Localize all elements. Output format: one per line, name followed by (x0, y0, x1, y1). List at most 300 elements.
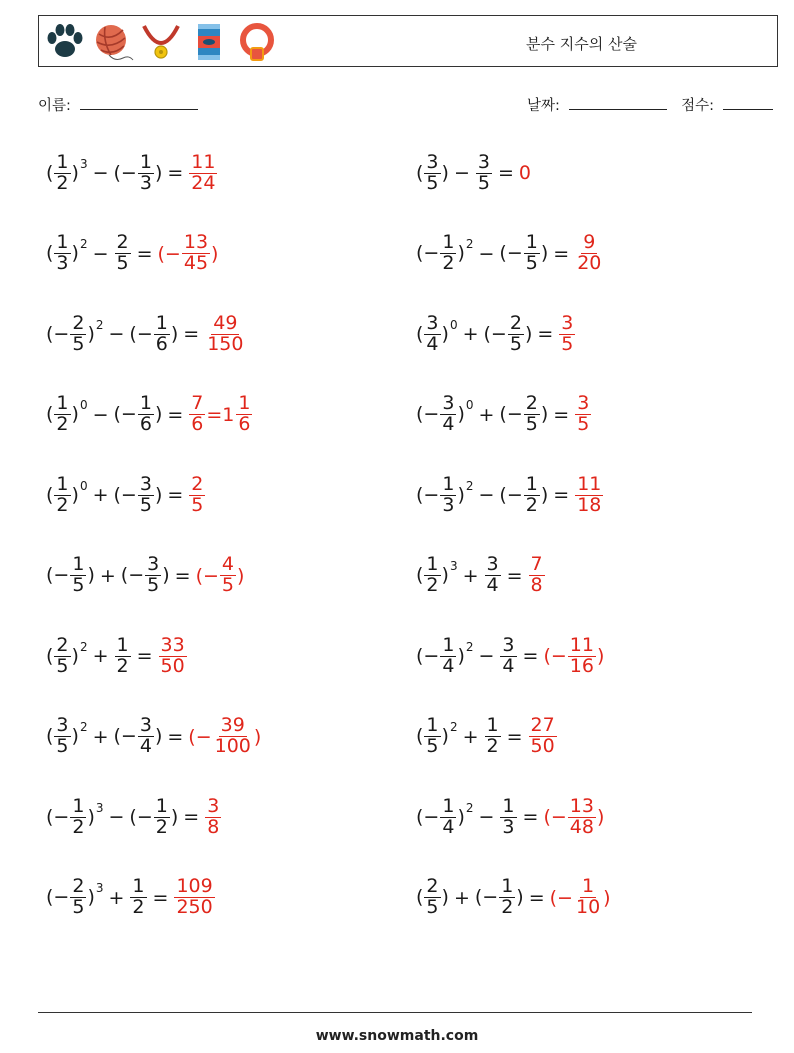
open-paren: ( (46, 725, 54, 747)
exponent: 2 (465, 478, 474, 493)
numerator: 1 (501, 875, 514, 898)
exponent: 3 (79, 156, 88, 171)
fraction (54, 633, 70, 677)
parenthesized-fraction (129, 311, 179, 355)
open-paren: (− (416, 483, 440, 506)
numerator: 1 (132, 875, 145, 898)
denominator: 50 (160, 654, 185, 677)
numerator: 13 (183, 231, 209, 254)
close-paren: ) (170, 805, 179, 828)
denominator: 5 (147, 574, 160, 596)
open-paren: (− (113, 725, 137, 747)
exponent: 2 (465, 237, 474, 251)
text-token: (− (543, 645, 567, 667)
numerator: 1 (56, 231, 69, 254)
equals-sign: = (506, 725, 523, 748)
close-paren: ) (441, 564, 449, 586)
exponent: 2 (79, 720, 88, 734)
equals-sign: = (174, 564, 191, 587)
parenthesized-fraction (113, 472, 163, 516)
numerator: 3 (502, 633, 515, 656)
header-icons (43, 20, 279, 64)
problem-row (416, 143, 531, 203)
fraction (154, 311, 170, 355)
parenthesized-fraction (416, 472, 474, 516)
fraction (524, 233, 540, 274)
text-token: (− (157, 242, 181, 265)
fraction (575, 233, 603, 274)
problem-row (416, 224, 604, 284)
numerator: 3 (486, 553, 499, 576)
problem-row (416, 707, 558, 767)
close-paren: ) (162, 564, 170, 586)
operator: − (108, 323, 125, 345)
whole-number: 1 (222, 403, 235, 426)
numerator: 3 (561, 311, 574, 334)
problem-row (46, 385, 253, 445)
exponent: 0 (79, 478, 88, 493)
problem-row (416, 304, 576, 364)
denominator: 5 (426, 171, 439, 194)
exponent: 0 (465, 398, 474, 412)
fraction (159, 633, 187, 677)
close-paren: ) (87, 322, 95, 345)
open-paren: ( (46, 483, 54, 506)
denominator: 3 (139, 171, 152, 194)
numerator: 2 (72, 875, 85, 898)
numerator: 1 (426, 714, 439, 737)
fraction (138, 716, 154, 757)
open-paren: (− (46, 805, 70, 828)
text-token: ) (596, 806, 605, 828)
problem-row (46, 224, 218, 284)
answer (543, 794, 605, 838)
numerator: 1 (116, 633, 129, 656)
operator: − (478, 242, 495, 265)
numerator: 33 (160, 633, 185, 656)
denominator: 2 (486, 735, 499, 757)
parenthesized-fraction (46, 555, 95, 596)
exponent: 2 (465, 639, 474, 654)
close-paren: ) (457, 403, 465, 425)
numerator: 2 (525, 392, 538, 415)
parenthesized-fraction (416, 150, 449, 194)
text-token: ) (253, 725, 262, 748)
denominator: 2 (132, 896, 145, 918)
fraction (424, 311, 440, 355)
fraction (500, 633, 516, 677)
parenthesized-fraction (46, 394, 88, 435)
exponent: 0 (79, 398, 88, 412)
yarn-ball-icon (91, 20, 135, 64)
score-label: 점수: (681, 98, 715, 114)
parenthesized-fraction (46, 877, 104, 918)
equals-sign: = (167, 162, 184, 184)
pet-food-can-icon (187, 20, 231, 64)
parenthesized-fraction (121, 555, 170, 596)
open-paren: ( (46, 644, 54, 667)
open-paren: ( (416, 725, 424, 747)
operator: + (92, 484, 109, 506)
numerator: 49 (213, 311, 238, 334)
text-token: ) (603, 886, 611, 909)
numerator: 1 (502, 794, 515, 817)
close-paren: ) (524, 322, 533, 345)
open-paren: (− (46, 886, 70, 908)
answer (204, 311, 246, 355)
equals-sign: = (522, 645, 539, 667)
close-paren: ) (87, 805, 95, 828)
equals-sign: = (553, 484, 570, 506)
fraction (54, 233, 70, 274)
operator: + (462, 725, 479, 748)
open-paren: (− (46, 564, 70, 586)
denominator: 5 (525, 413, 538, 435)
fraction (220, 555, 236, 596)
numerator: 7 (530, 553, 543, 576)
score-blank[interactable] (723, 96, 773, 110)
fraction (189, 394, 205, 435)
open-paren: (− (129, 805, 153, 828)
denominator: 6 (139, 413, 152, 435)
denominator: 8 (207, 815, 220, 838)
equals-sign: = (167, 725, 184, 748)
numerator: 1 (155, 794, 168, 817)
answer (188, 394, 253, 435)
denominator: 5 (72, 896, 85, 918)
parenthesized-fraction (416, 311, 458, 355)
text-token: (− (195, 564, 219, 587)
denominator: 6 (191, 413, 204, 435)
denominator: 4 (442, 815, 455, 838)
parenthesized-fraction (499, 233, 548, 274)
parenthesized-fraction (46, 150, 88, 194)
denominator: 150 (207, 332, 244, 355)
parenthesized-fraction (475, 877, 524, 918)
fraction (70, 555, 86, 596)
numerator: 3 (147, 553, 160, 576)
open-paren: (− (474, 886, 499, 908)
numerator: 2 (191, 472, 204, 495)
close-paren: ) (170, 322, 179, 345)
close-paren: ) (457, 242, 465, 264)
operator: + (478, 403, 495, 426)
open-paren: (− (120, 564, 145, 586)
denominator: 4 (442, 413, 455, 435)
fraction (115, 233, 131, 274)
numerator: 1 (56, 472, 69, 495)
fraction (424, 150, 440, 194)
parenthesized-fraction (416, 233, 474, 274)
numerator: 3 (477, 150, 490, 173)
open-paren: ( (46, 403, 54, 425)
fraction (485, 555, 501, 596)
equals-sign: = (506, 564, 523, 587)
fraction (559, 311, 575, 355)
operator: + (462, 323, 479, 345)
name-blank[interactable] (80, 96, 198, 110)
exponent: 3 (95, 800, 104, 815)
parenthesized-fraction (416, 794, 474, 838)
numerator: 3 (442, 392, 455, 415)
denominator: 100 (214, 735, 251, 757)
denominator: 45 (183, 252, 209, 274)
parenthesized-fraction (46, 233, 88, 274)
close-paren: ) (457, 644, 465, 667)
equals-sign: = (528, 886, 545, 909)
denominator: 16 (569, 654, 594, 677)
fraction (575, 394, 591, 435)
denominator: 2 (426, 574, 439, 596)
text-token: ) (211, 242, 219, 265)
parenthesized-fraction (46, 311, 104, 355)
numerator: 3 (207, 794, 220, 817)
exponent: 3 (95, 881, 104, 895)
problem-row (416, 787, 604, 847)
operator: − (478, 806, 495, 828)
denominator: 8 (530, 574, 543, 596)
open-paren: (− (113, 161, 137, 184)
equals-sign: = (183, 806, 200, 828)
worksheet-title: 분수 지수의 산술 (526, 35, 637, 53)
operator: − (478, 484, 495, 506)
problem-row (46, 868, 216, 928)
parenthesized-fraction (416, 394, 474, 435)
numerator: 1 (72, 794, 85, 817)
answer (188, 716, 261, 757)
answer (528, 555, 546, 596)
parenthesized-fraction (46, 472, 88, 516)
open-paren: (− (416, 644, 440, 667)
equals-sign: = (537, 323, 554, 345)
fraction (70, 794, 86, 838)
name-field (38, 94, 198, 115)
fraction (529, 716, 557, 757)
problem-row (416, 626, 604, 686)
fraction (524, 394, 540, 435)
fraction (115, 633, 131, 677)
denominator: 4 (426, 332, 439, 355)
close-paren: ) (540, 403, 549, 425)
exponent: 3 (449, 559, 458, 573)
denominator: 6 (155, 332, 168, 355)
operator: − (478, 645, 495, 667)
denominator: 5 (525, 252, 538, 274)
fraction (205, 794, 221, 838)
date-score-field (527, 94, 773, 115)
numerator: 13 (569, 794, 594, 817)
exponent: 2 (95, 317, 104, 332)
fraction (130, 877, 146, 918)
parenthesized-fraction (483, 311, 533, 355)
numerator: 7 (191, 392, 204, 415)
parenthesized-fraction (499, 394, 548, 435)
parenthesized-fraction (114, 394, 163, 435)
numerator: 2 (509, 311, 522, 334)
denominator: 2 (116, 654, 129, 677)
numerator: 1 (525, 472, 538, 495)
numerator: 1 (72, 553, 85, 576)
close-paren: ) (71, 644, 79, 667)
date-blank[interactable] (569, 96, 667, 110)
numerator: 1 (486, 714, 499, 737)
parenthesized-fraction (113, 150, 163, 194)
open-paren: (− (499, 242, 523, 264)
fraction (54, 150, 70, 194)
equals-sign: = (497, 162, 514, 184)
operator: − (92, 162, 109, 184)
parenthesized-fraction (129, 794, 179, 838)
footer-url[interactable]: www.snowmath.com (315, 1028, 479, 1044)
operator: − (92, 403, 109, 426)
text-token: ) (237, 564, 245, 587)
fraction (182, 233, 210, 274)
denominator: 18 (577, 493, 602, 516)
close-paren: ) (87, 886, 95, 908)
close-paren: ) (516, 886, 524, 908)
fraction (424, 716, 440, 757)
numerator: 1 (525, 231, 538, 254)
denominator: 5 (191, 493, 204, 516)
open-paren: (− (416, 403, 440, 425)
close-paren: ) (154, 725, 163, 747)
open-paren: (− (483, 322, 507, 345)
fraction (529, 555, 545, 596)
equals-sign: = (152, 886, 169, 909)
close-paren: ) (71, 242, 79, 264)
exponent: 0 (449, 317, 458, 332)
parenthesized-fraction (46, 633, 88, 677)
numerator: 2 (116, 231, 129, 254)
text-token: (− (549, 886, 573, 909)
close-paren: ) (441, 322, 449, 345)
answer (574, 472, 604, 516)
fraction (205, 311, 245, 355)
fraction (236, 394, 252, 435)
close-paren: ) (71, 161, 79, 184)
denominator: 5 (221, 574, 234, 596)
fraction (54, 394, 70, 435)
open-paren: ( (416, 322, 424, 345)
date-label: 날짜: (527, 98, 560, 114)
open-paren: (− (499, 483, 523, 506)
denominator: 250 (176, 896, 213, 918)
numerator: 1 (442, 472, 455, 495)
fraction (508, 311, 524, 355)
equals-sign: = (136, 242, 153, 265)
fraction (476, 150, 492, 194)
denominator: 5 (72, 574, 85, 596)
text-token: (− (543, 806, 567, 828)
denominator: 3 (56, 252, 69, 274)
open-paren: (− (416, 242, 440, 264)
answer (188, 472, 206, 516)
denominator: 48 (569, 815, 594, 838)
numerator: 1 (139, 150, 152, 173)
open-paren: ( (46, 161, 54, 184)
open-paren: (− (46, 322, 70, 345)
open-paren: (− (499, 403, 523, 425)
fraction (575, 472, 603, 516)
parenthesized-fraction (46, 794, 104, 838)
fraction (138, 394, 154, 435)
numerator: 1 (442, 633, 455, 656)
denominator: 2 (442, 252, 455, 274)
answer (519, 162, 531, 184)
denominator: 2 (56, 171, 69, 194)
numerator: 2 (426, 875, 439, 898)
name-label: 이름: (38, 98, 71, 114)
denominator: 5 (139, 493, 152, 516)
numerator: 3 (426, 311, 439, 334)
numerator: 11 (577, 472, 602, 495)
answer (574, 233, 604, 274)
numerator: 1 (56, 392, 69, 415)
numerator: 39 (220, 714, 245, 737)
fraction (440, 394, 456, 435)
problem-row (416, 868, 611, 928)
parenthesized-fraction (46, 716, 88, 757)
fraction (145, 555, 161, 596)
denominator: 2 (525, 493, 538, 516)
operator: − (453, 162, 470, 184)
denominator: 5 (116, 252, 129, 274)
answer (188, 150, 218, 194)
fraction (440, 472, 456, 516)
parenthesized-fraction (416, 716, 458, 757)
denominator: 5 (72, 332, 85, 355)
denominator: 6 (238, 413, 251, 435)
equals-sign: = (553, 242, 570, 265)
close-paren: ) (154, 403, 163, 425)
close-paren: ) (154, 483, 163, 506)
answer (550, 877, 611, 918)
numerator: 1 (56, 150, 69, 173)
equals-sign: = (553, 403, 570, 426)
numerator: 2 (56, 633, 69, 656)
denominator: 5 (426, 735, 439, 757)
equals-sign: = (183, 323, 200, 345)
close-paren: ) (87, 564, 95, 586)
operator: + (453, 886, 470, 909)
operator: + (99, 564, 116, 587)
paw-icon (43, 20, 87, 64)
numerator: 1 (442, 794, 455, 817)
numerator: 3 (56, 714, 69, 737)
numerator: 1 (139, 392, 152, 415)
open-paren: ( (46, 242, 54, 264)
equals-sign: = (167, 403, 184, 426)
operator: + (92, 645, 109, 667)
fraction (189, 472, 205, 516)
numerator: 3 (426, 150, 439, 173)
denominator: 5 (509, 332, 522, 355)
numerator: 9 (583, 231, 596, 254)
fraction (568, 794, 596, 838)
close-paren: ) (71, 403, 79, 425)
operator: − (108, 806, 125, 828)
parenthesized-fraction (499, 472, 549, 516)
numerator: 11 (569, 633, 594, 656)
denominator: 5 (477, 171, 490, 194)
operator: − (92, 242, 109, 265)
problem-row (46, 304, 246, 364)
equals-sign: = (167, 484, 184, 506)
operator: + (462, 564, 479, 587)
exponent: 2 (79, 237, 88, 251)
text-token: = (206, 403, 223, 426)
denominator: 2 (155, 815, 168, 838)
